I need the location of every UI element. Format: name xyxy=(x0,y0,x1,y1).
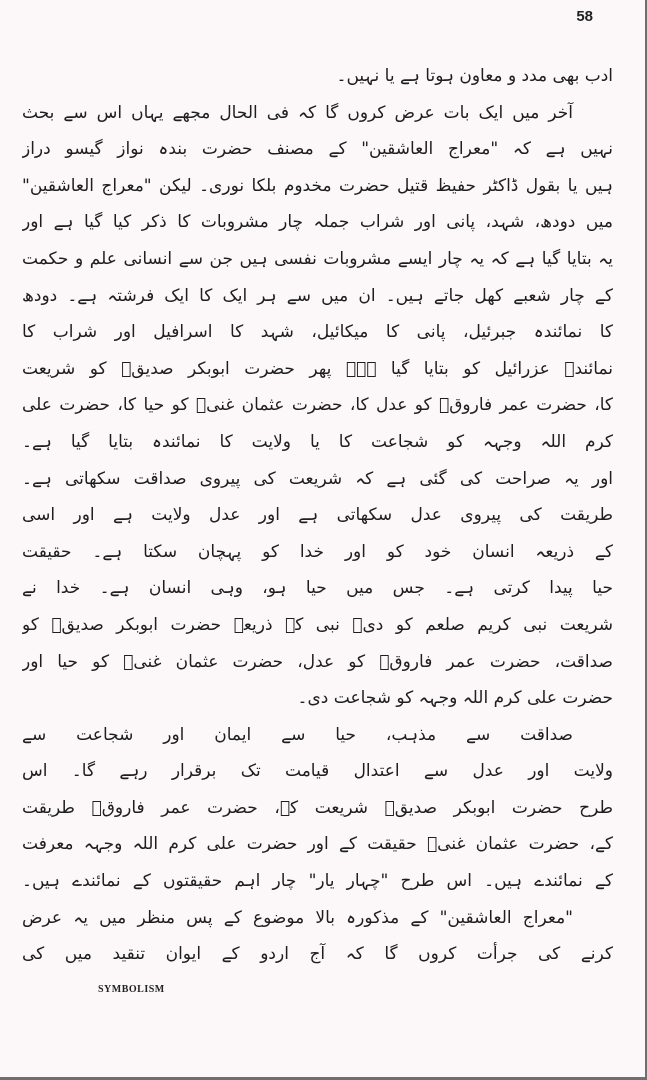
footer-label: SYMBOLISM xyxy=(98,984,165,995)
text-line: کا، حضرت عمر فاروقؓ کو عدل کا، حضرت عثمان غنیؓ کو حیا کا، حضرت علی xyxy=(22,395,613,416)
text-line: یہ بتایا گیا ہے کہ یہ چار ایسے مشروبات نفسی ہیں جن سے انسانی علم و حکمت xyxy=(22,248,613,269)
text-line: آخر میں ایک بات عرض کروں گا کہ فی الحال مجھے یہاں اس سے بحث xyxy=(22,102,573,123)
text-line: صداقت، حضرت عمر فاروقؓ کو عدل، حضرت عثمان غنیؓ کو حیا اور xyxy=(22,651,613,672)
text-line: شریعت نبی کریم صلعم کو دی۔ نبی کے ذریعہ حضرت ابوبکر صدیقؓ کو xyxy=(22,614,613,635)
text-line: صداقت سے مذہب، حیا سے ایمان اور شجاعت سے xyxy=(22,724,573,745)
body-text xyxy=(22,58,613,973)
text-line: نمائندہ عزرائیل کو بتایا گیا ہے۔ پھر حضرت ابوبکر صدیقؓ کو شریعت xyxy=(22,358,613,379)
text-line: میں دودھ، شہد، پانی اور شراب جملہ چار مشروبات کا ذکر کیا گیا ہے اور xyxy=(22,212,613,233)
text-line: ہیں یا بقول ڈاکٹر حفیظ قتیل حضرت مخدوم بلکا نوری۔ لیکن "معراج العاشقین" xyxy=(22,175,613,196)
text-line: کے، حضرت عثمان غنیؓ حقیقت کے اور حضرت علی کرم اللہ وجہہ معرفت xyxy=(22,834,613,855)
text-line: کے نمائندے ہیں۔ اس طرح "چہار یار" چار اہم حقیقتوں کے نمائندے ہیں۔ xyxy=(22,871,613,892)
text-line: نہیں ہے کہ "معراج العاشقین" کے مصنف حضرت بندہ نواز گیسو دراز xyxy=(22,139,613,160)
text-line: حضرت علی کرم اللہ وجہہ کو شجاعت دی۔ xyxy=(297,688,613,709)
text-line: طریقت کی پیروی عدل سکھاتی ہے اور عدل ولایت ہے اور اسی xyxy=(22,505,613,526)
text-line: ادب بھی مدد و معاون ہوتا ہے یا نہیں۔ xyxy=(336,66,613,86)
text-line: طرح حضرت ابوبکر صدیقؓ شریعت کے، حضرت عمر فاروقؓ طریقت xyxy=(22,797,613,818)
text-line: کرم اللہ وجہہ کو شجاعت کا یا ولایت کا نمائندہ بتایا گیا ہے۔ xyxy=(22,431,613,452)
text-line: ولایت اور عدل سے اعتدال قیامت تک برقرار رہے گا۔ اس xyxy=(22,761,613,782)
text-line: حیا پیدا کرتی ہے۔ جس میں حیا ہو، وہی انسان ہے۔ خدا نے xyxy=(22,578,613,599)
page-number: 58 xyxy=(576,8,593,25)
text-line: کے چار شعبے کھل جاتے ہیں۔ ان میں سے ہر ایک کا ایک فرشتہ ہے۔ دودھ xyxy=(22,285,613,306)
text-line: اور یہ صراحت کی گئی ہے کہ شریعت کی پیروی صداقت سکھاتی ہے۔ xyxy=(22,468,613,489)
text-line: کرنے کی جرأت کروں گا کہ آج اردو کے ایوان تنقید میں کی xyxy=(22,944,613,965)
text-line: کا نمائندہ جبرئیل، پانی کا میکائیل، شہد کا اسرافیل اور شراب کا xyxy=(22,322,613,343)
text-line: کے ذریعہ انسان خود کو اور خدا کو پہچان سکتا ہے۔ حقیقت xyxy=(22,541,613,562)
text-line: "معراج العاشقین" کے مذکورہ بالا موضوع کے پس منظر میں یہ عرض xyxy=(22,907,573,928)
